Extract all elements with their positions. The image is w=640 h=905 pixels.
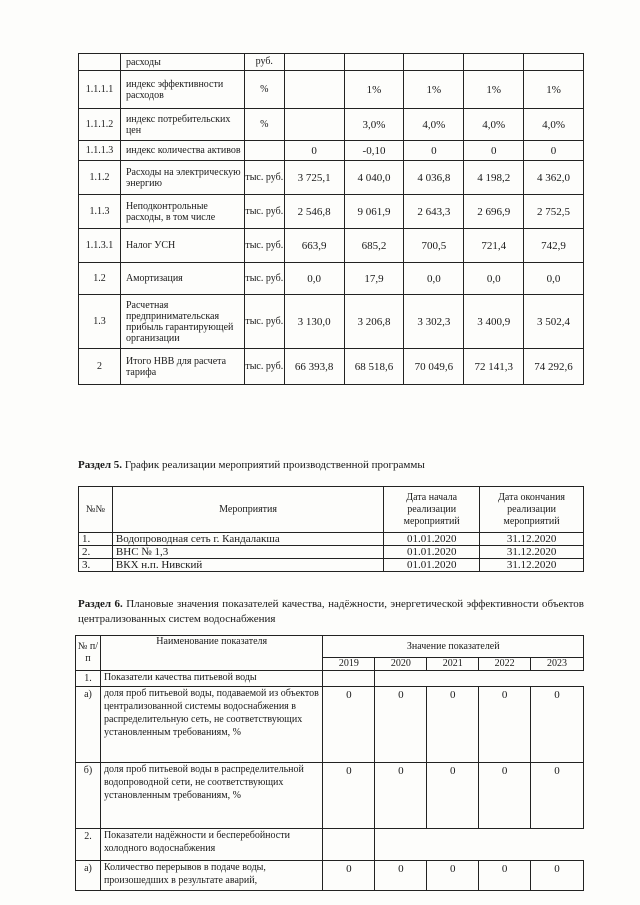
row-unit: % <box>244 71 284 109</box>
row-unit: тыс. руб. <box>244 263 284 295</box>
table-row <box>79 195 584 229</box>
indicator-value: 0 <box>531 763 584 829</box>
row-name: Амортизация <box>120 263 244 295</box>
header-end: Дата окончания реализации мероприятий <box>480 487 584 533</box>
indicator-value-empty <box>323 829 375 861</box>
event-start: 01.01.2020 <box>384 546 480 559</box>
indicator-name: Количество перерывов в подаче воды, произошедших в результате аварий, <box>100 861 323 891</box>
year-header: 2021 <box>427 658 479 671</box>
row-value: 74 292,6 <box>524 349 584 385</box>
row-unit: тыс. руб. <box>244 161 284 195</box>
header-start: Дата начала реализации мероприятий <box>384 487 480 533</box>
row-unit: тыс. руб. <box>244 229 284 263</box>
event-start: 01.01.2020 <box>384 559 480 572</box>
table-row <box>79 71 584 109</box>
row-value: 2 546,8 <box>284 195 344 229</box>
indicator-value: 0 <box>323 763 375 829</box>
indicator-value: 0 <box>531 861 584 891</box>
row-unit: руб. <box>244 54 284 71</box>
row-value: 0,0 <box>464 263 524 295</box>
header-event: Мероприятия <box>112 487 383 533</box>
indicator-name: доля проб питьевой воды в распределительной водопроводной сети, не соответствующих установленным требованиям, % <box>100 763 323 829</box>
row-value: 2 752,5 <box>524 195 584 229</box>
row-name: индекс эффективности расходов <box>120 71 244 109</box>
indicator-value: 0 <box>427 763 479 829</box>
row-number <box>79 54 121 71</box>
row-value: 72 141,3 <box>464 349 524 385</box>
indicators-table <box>75 635 584 891</box>
row-value: 3 130,0 <box>284 295 344 349</box>
row-value: 2 696,9 <box>464 195 524 229</box>
row-unit: тыс. руб. <box>244 195 284 229</box>
indicator-value: 0 <box>323 861 375 891</box>
row-value: 0 <box>284 141 344 161</box>
section6-heading <box>78 597 584 627</box>
section5-label: Раздел 5. <box>78 459 123 471</box>
row-value: 0,0 <box>404 263 464 295</box>
header-name: Наименование показателя <box>100 636 323 671</box>
row-value: 3 502,4 <box>524 295 584 349</box>
indicator-number: а) <box>76 687 101 763</box>
indicator-name: Показатели качества питьевой воды <box>100 671 323 687</box>
indicator-number: 2. <box>76 829 101 861</box>
table-row <box>79 295 584 349</box>
row-number: 2 <box>79 349 121 385</box>
event-number: 1. <box>79 533 113 546</box>
indicator-value: 0 <box>375 763 427 829</box>
indicator-value: 0 <box>375 687 427 763</box>
row-name: индекс потребительских цен <box>120 109 244 141</box>
table-row <box>76 687 584 763</box>
event-start: 01.01.2020 <box>384 533 480 546</box>
row-name: Неподконтрольные расходы, в том числе <box>120 195 244 229</box>
indicator-value: 0 <box>479 687 531 763</box>
row-value: 9 061,9 <box>344 195 404 229</box>
indicator-value-empty <box>375 671 584 687</box>
event-number: 2. <box>79 546 113 559</box>
row-value: 4,0% <box>464 109 524 141</box>
indicator-name: Показатели надёжности и бесперебойности холодного водоснабжения <box>100 829 323 861</box>
tariff-table <box>78 53 584 385</box>
row-name: Расчетная предпринимательская прибыль гарантирующей организации <box>120 295 244 349</box>
event-name: ВНС № 1,3 <box>112 546 383 559</box>
row-value: 1% <box>344 71 404 109</box>
indicator-number: 1. <box>76 671 101 687</box>
table-row <box>79 141 584 161</box>
table-row <box>79 349 584 385</box>
section5-title: График реализации мероприятий производственной программы <box>124 459 425 471</box>
row-number: 1.1.2 <box>79 161 121 195</box>
indicator-value: 0 <box>427 861 479 891</box>
year-header: 2019 <box>323 658 375 671</box>
row-number: 1.1.1.1 <box>79 71 121 109</box>
table-row <box>76 861 584 891</box>
row-value: 1% <box>464 71 524 109</box>
row-unit <box>244 141 284 161</box>
row-value: 721,4 <box>464 229 524 263</box>
row-value <box>524 54 584 71</box>
row-value: 4,0% <box>404 109 464 141</box>
row-value <box>464 54 524 71</box>
indicator-value: 0 <box>531 687 584 763</box>
row-value: 0 <box>464 141 524 161</box>
row-value: 68 518,6 <box>344 349 404 385</box>
row-number: 1.1.3 <box>79 195 121 229</box>
year-header: 2022 <box>479 658 531 671</box>
indicator-value: 0 <box>479 861 531 891</box>
schedule-table <box>78 486 584 572</box>
row-value: 1% <box>404 71 464 109</box>
row-value <box>284 54 344 71</box>
event-end: 31.12.2020 <box>480 546 584 559</box>
row-number: 1.2 <box>79 263 121 295</box>
table-row <box>76 763 584 829</box>
row-value: 700,5 <box>404 229 464 263</box>
row-value: 4 198,2 <box>464 161 524 195</box>
row-value: 1% <box>524 71 584 109</box>
row-value: 4 040,0 <box>344 161 404 195</box>
header-num: №№ <box>79 487 113 533</box>
row-value: 663,9 <box>284 229 344 263</box>
section6-label: Раздел 6. <box>78 598 123 610</box>
row-value: 4 362,0 <box>524 161 584 195</box>
indicator-value-empty <box>375 829 584 861</box>
table-row <box>76 829 584 861</box>
header-values: Значение показателей <box>323 636 584 658</box>
row-value: 685,2 <box>344 229 404 263</box>
row-value: 3 400,9 <box>464 295 524 349</box>
row-value <box>284 109 344 141</box>
year-header: 2023 <box>531 658 584 671</box>
indicator-number: б) <box>76 763 101 829</box>
table-row <box>79 263 584 295</box>
indicator-value-empty <box>323 671 375 687</box>
row-name: Налог УСН <box>120 229 244 263</box>
table-row <box>79 54 584 71</box>
row-value: 4 036,8 <box>404 161 464 195</box>
event-number: 3. <box>79 559 113 572</box>
row-value: 70 049,6 <box>404 349 464 385</box>
table-row <box>76 671 584 687</box>
table-row <box>79 546 584 559</box>
table-row <box>79 161 584 195</box>
row-value: 2 643,3 <box>404 195 464 229</box>
row-value: 4,0% <box>524 109 584 141</box>
row-value: 742,9 <box>524 229 584 263</box>
row-unit: % <box>244 109 284 141</box>
row-name: расходы <box>120 54 244 71</box>
row-number: 1.1.3.1 <box>79 229 121 263</box>
row-value: 0 <box>404 141 464 161</box>
row-name: Итого НВВ для расчета тарифа <box>120 349 244 385</box>
event-end: 31.12.2020 <box>480 533 584 546</box>
row-number: 1.1.1.3 <box>79 141 121 161</box>
row-value: 3,0% <box>344 109 404 141</box>
table-row <box>79 559 584 572</box>
indicator-value: 0 <box>375 861 427 891</box>
row-unit: тыс. руб. <box>244 295 284 349</box>
row-value: 3 302,3 <box>404 295 464 349</box>
section5-heading <box>78 458 425 472</box>
row-value: 0,0 <box>524 263 584 295</box>
row-value: -0,10 <box>344 141 404 161</box>
row-value <box>344 54 404 71</box>
row-name: индекс количества активов <box>120 141 244 161</box>
row-value: 0,0 <box>284 263 344 295</box>
row-value <box>284 71 344 109</box>
indicator-value: 0 <box>427 687 479 763</box>
header-num: № п/п <box>76 636 101 671</box>
row-value: 3 725,1 <box>284 161 344 195</box>
row-number: 1.3 <box>79 295 121 349</box>
row-value: 66 393,8 <box>284 349 344 385</box>
row-value <box>404 54 464 71</box>
section6-title: Плановые значения показателей качества, надёжности, энергетической эффективности объектов централизованных систем водоснабжения <box>78 598 584 625</box>
indicator-value: 0 <box>479 763 531 829</box>
row-name: Расходы на электрическую энергию <box>120 161 244 195</box>
year-header: 2020 <box>375 658 427 671</box>
row-value: 0 <box>524 141 584 161</box>
table-row <box>79 229 584 263</box>
row-number: 1.1.1.2 <box>79 109 121 141</box>
indicator-name: доля проб питьевой воды, подаваемой из объектов централизованной системы водоснабжения в распределительную сеть, не соответствующих установленным требованиям, % <box>100 687 323 763</box>
table-row <box>79 533 584 546</box>
row-value: 17,9 <box>344 263 404 295</box>
row-unit: тыс. руб. <box>244 349 284 385</box>
indicator-value: 0 <box>323 687 375 763</box>
table-row <box>79 109 584 141</box>
event-end: 31.12.2020 <box>480 559 584 572</box>
event-name: ВКХ н.п. Нивский <box>112 559 383 572</box>
row-value: 3 206,8 <box>344 295 404 349</box>
indicator-number: а) <box>76 861 101 891</box>
event-name: Водопроводная сеть г. Кандалакша <box>112 533 383 546</box>
